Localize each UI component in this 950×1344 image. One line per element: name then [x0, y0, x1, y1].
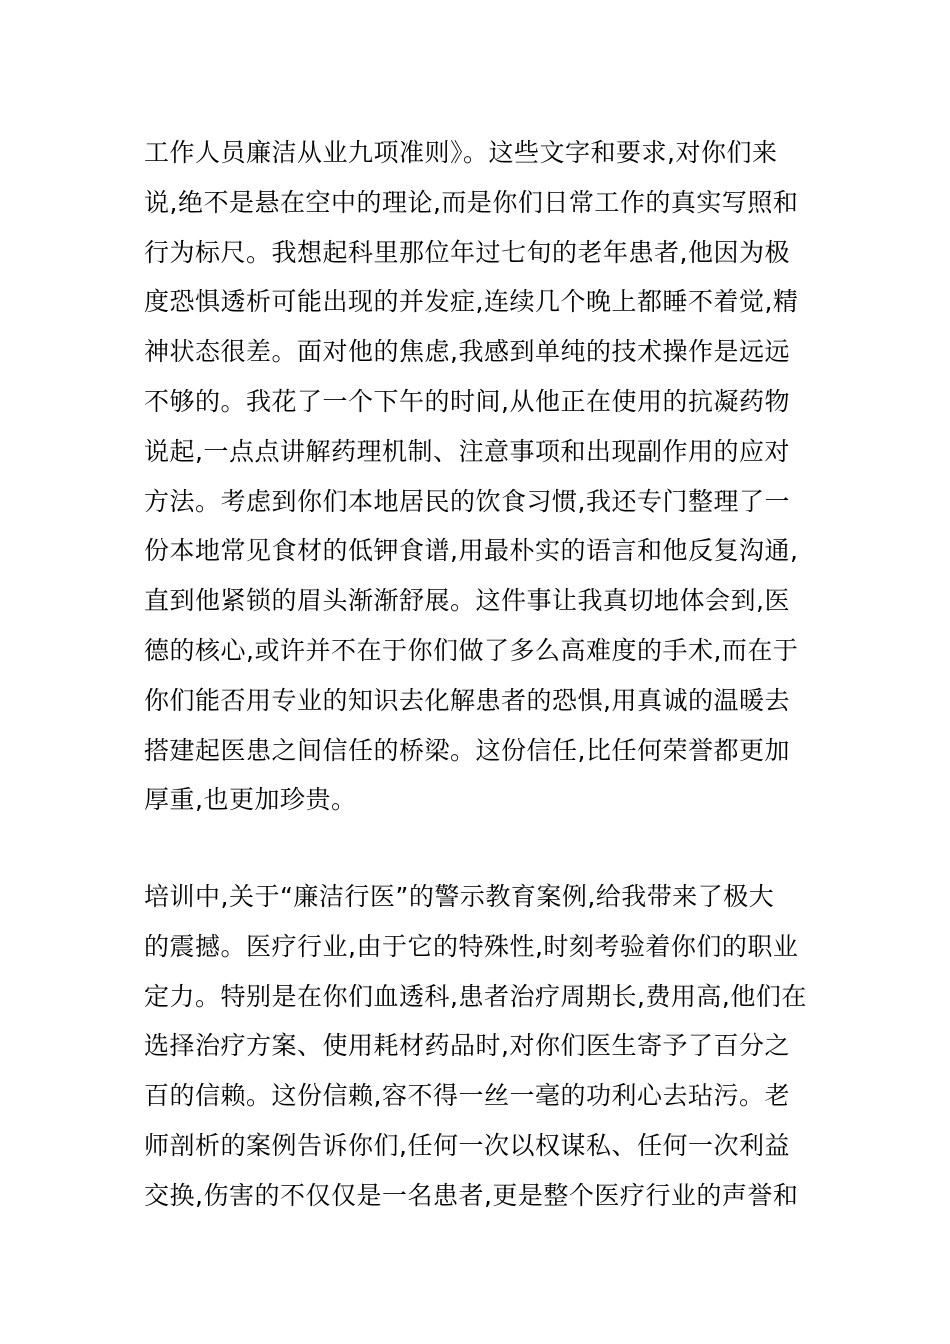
text-line: 培训中,关于“廉洁行医”的警示教育案例,给我带来了极大: [144, 882, 775, 911]
paragraph-1: [144, 128, 824, 825]
text-line: 工作人员廉洁从业九项准则》。这些文字和要求,对你们来: [144, 138, 778, 167]
text-line: 份本地常见食材的低钾食谱,用最朴实的语言和他反复沟通,: [144, 536, 799, 566]
text-line: 不够的。我花了一个下午的时间,从他正在使用的抗凝药物: [144, 386, 790, 416]
text-line: 定力。特别是在你们血透科,患者治疗周期长,费用高,他们在: [144, 981, 807, 1011]
text-line: 说起,一点点讲解药理机制、注意事项和出现副作用的应对: [144, 436, 790, 466]
text-line: 搭建起医患之间信任的桥梁。这份信任,比任何荣誉都更加: [144, 735, 790, 765]
text-line: 度恐惧透析可能出现的并发症,连续几个晚上都睡不着觉,精: [144, 287, 799, 317]
text-line: 直到他紧锁的眉头渐渐舒展。这件事让我真切地体会到,医: [144, 586, 790, 616]
text-line: 交换,伤害的不仅仅是一名患者,更是整个医疗行业的声誉和: [144, 1180, 799, 1210]
text-line: 的震撼。医疗行业,由于它的特殊性,时刻考验着你们的职业: [144, 931, 799, 961]
text-line: 方法。考虑到你们本地居民的饮食习惯,我还专门整理了一: [144, 486, 790, 516]
text-line: 德的核心,或许并不在于你们做了多么高难度的手术,而在于: [144, 635, 799, 665]
text-line: 你们能否用专业的知识去化解患者的恐惧,用真诚的温暖去: [144, 685, 790, 715]
text-line: 选择治疗方案、使用耗材药品时,对你们医生寄予了百分之: [144, 1031, 790, 1061]
text-line: 师剖析的案例告诉你们,任何一次以权谋私、任何一次利益: [144, 1130, 790, 1160]
text-line: 行为标尺。我想起科里那位年过七旬的老年患者,他因为极: [144, 237, 790, 267]
text-line: 说,绝不是悬在空中的理论,而是你们日常工作的真实写照和: [144, 187, 799, 217]
text-line: 厚重,也更加珍贵。: [144, 785, 357, 815]
text-line: 神状态很差。面对他的焦虑,我感到单纯的技术操作是远远: [144, 337, 790, 367]
text-line: 百的信赖。这份信赖,容不得一丝一毫的功利心去玷污。老: [144, 1081, 790, 1111]
paragraph-2: [144, 872, 824, 1221]
